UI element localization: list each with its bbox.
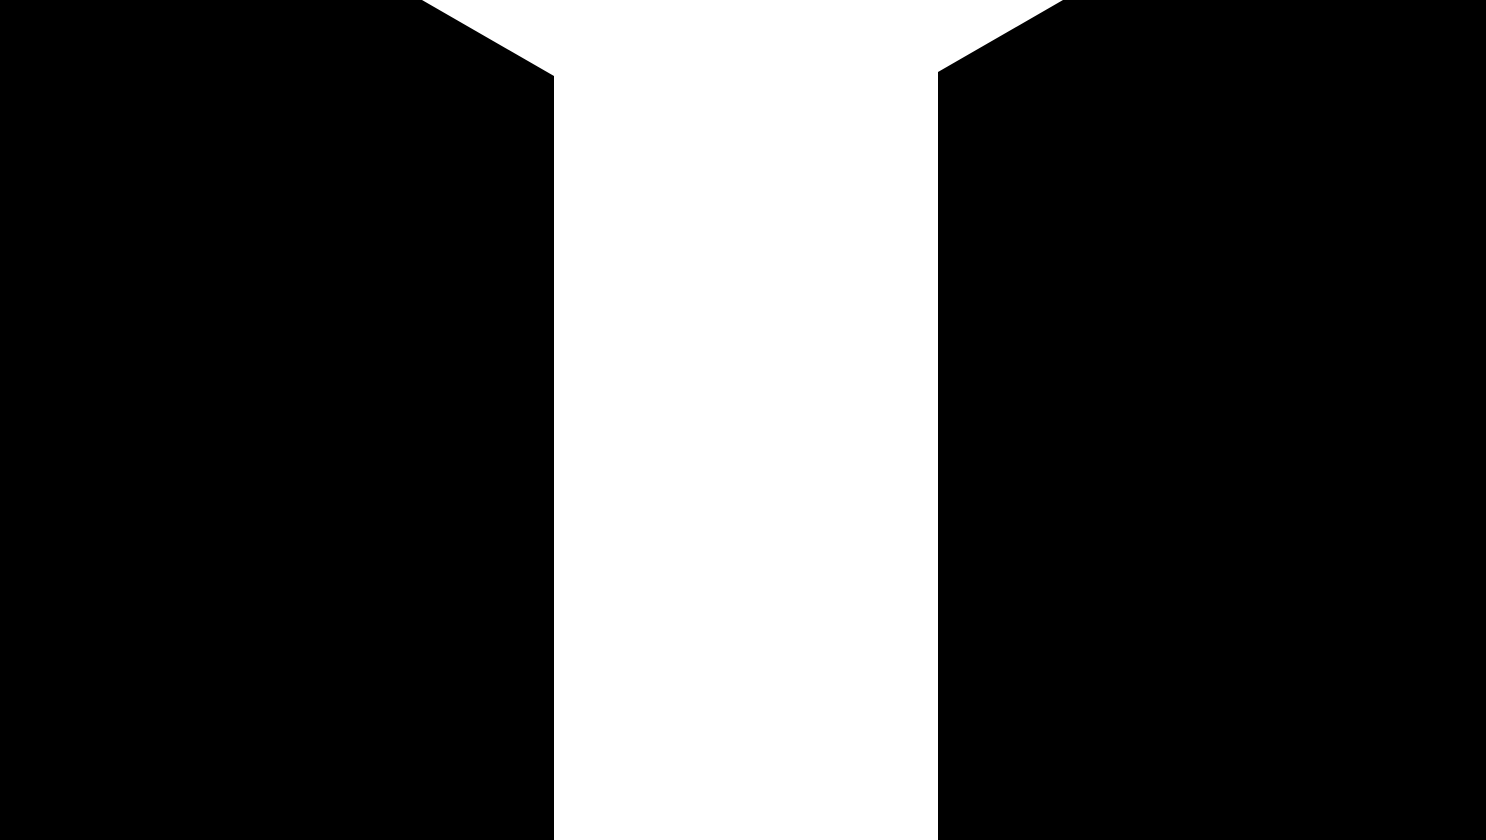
- scenario-title-line: MAAILMANJÄRJESTYKSESSÄ: [970, 144, 1265, 162]
- bullet-list: [970, 174, 1410, 378]
- list-item-text: uusiutuvan energian ratkaisut, elintarviketeollisuus, luomu, hyvinvointipalvelut ja kulttuuri.: [997, 365, 1363, 376]
- list-item: [970, 201, 1410, 225]
- bullet-icon: •: [972, 201, 976, 212]
- bullet-icon: •: [104, 691, 108, 702]
- bullet-icon: •: [104, 581, 108, 592]
- list-item: [971, 573, 1411, 597]
- list-item: [970, 327, 1410, 339]
- list-item-text: Varmistamme, että Etelä-Savolle keskeinen infrastruktuuri luetaan pääväyläksi eli ainakin: [129, 515, 496, 525]
- bullet-icon: •: [104, 256, 108, 267]
- bullet-icon: •: [972, 342, 976, 353]
- list-item-text: Venäjän välinen liikenne ja matkailu kulkeutuu mahdollisimman paljon Etelä-Savoon tai sen: [129, 554, 504, 565]
- bullet-icon: •: [972, 283, 976, 294]
- scenario-title: [970, 122, 1410, 164]
- bullet-list: [102, 174, 542, 393]
- list-item-text: roolin lisääminen: [129, 621, 199, 632]
- list-item-text: nopeasti.: [997, 311, 1035, 322]
- bullet-icon: •: [104, 369, 108, 380]
- bullet-icon: •: [104, 542, 108, 553]
- list-item: [970, 174, 1410, 198]
- list-item-text: edistäjänä.: [129, 213, 174, 224]
- bullet-icon: •: [104, 174, 108, 184]
- list-item: [102, 664, 542, 688]
- list-item-text: Luomme alueelle hyvät mahdollisuudet uudelleen kouluttautua ja työllistyä nopeasti: [129, 228, 472, 239]
- list-item-text: ratkaisuilla.: [997, 240, 1044, 251]
- list-item-text: Vaikutamme eurooppalaisiin suuriin yrityksiin, jotta ne investoisivat alueelle ja työllistäisivät: [998, 573, 1371, 584]
- bullet-icon: •: [973, 655, 977, 666]
- list-item-text: Vahvoja toimialoja: biotalous (metsäresurssien monimuotoinen hyödyntäminen),: [997, 342, 1326, 353]
- list-item: [970, 342, 1410, 378]
- list-item-text: sijoittautumisalueena: [129, 311, 216, 322]
- bullet-icon: •: [973, 600, 977, 611]
- list-item-text: Vahvoja toimialoja: metsäbiomassan monimuotoinen käyttö (fokus pois bioenergiasta),: [998, 683, 1354, 694]
- list-item: [102, 327, 542, 351]
- list-item: [102, 542, 542, 578]
- bullet-icon: •: [973, 683, 977, 694]
- scenario-label: SKENAARIO 3:: [102, 468, 239, 487]
- bullet-icon: •: [973, 573, 977, 584]
- list-item-text: Tavoittelemme digitalisaation, automatisaation ja uusien logistiikan muotojen tehokkaampaa: [129, 581, 507, 592]
- scenario-title-line: EU HIEKKALAATIKKONA: [971, 489, 1221, 507]
- bullet-icon: •: [104, 609, 108, 620]
- list-item-text: tutkimuksen ja koulutuksen tuottavuutta.: [129, 675, 295, 686]
- list-item-text: Venäjälle suuntautuvat raaka-aineiden jalostuksen ratkaisut, ympäristöteknologia,: [997, 353, 1332, 364]
- scenario-4: [102, 102, 542, 397]
- list-item-text: Panostamme kulttuuriin monipuolistamalla tarjontaa ja luomalla kulttuuriklustereita.: [997, 283, 1338, 294]
- list-item-text: Kaavoituksessa panostamme keskuksiin ja tehokkuu-teen. Kaavoitus tukee raaka-aineiden: [998, 600, 1372, 611]
- scenario-1: [970, 102, 1410, 381]
- scenario-title: [971, 488, 1411, 509]
- scenario-2: [971, 468, 1411, 722]
- list-item: [102, 354, 542, 366]
- scenario-label: SKENAARIO 1:: [970, 102, 1107, 121]
- list-item: [971, 601, 1411, 625]
- list-item-text: hyödyntämistä saavutettavuuden parantamiseksi.: [129, 593, 333, 604]
- bullet-icon: •: [972, 256, 976, 267]
- list-item-text: uusiin töihin.: [129, 240, 181, 251]
- list-item-text: ja korkea toimitusvarmuus.: [129, 268, 240, 279]
- list-item-text: kautta lisäämällä tunnettuutta Venäjällä ja avaamalla Parikkalan rajanylityspaikan.: [129, 566, 465, 577]
- list-item-text: Panostamme eurooppalaisiin ja aasialaisiin matkailijoihin. Investoimme turismi-infraan.: [998, 640, 1354, 651]
- list-item-text: Vahvistamme alueen näkyvyyttä ja lobbausta EU:ssa.: [998, 515, 1219, 525]
- list-item-text: Markkinoinnin painopisteiksi nostetaan edullisuus, turvallisuus ja aineettomat, ilmaiset: [129, 636, 482, 647]
- list-item-text: Lisäämme raaka-aineiden jalostusastetta.: [997, 213, 1169, 224]
- list-item-text: Matkailussa rakennamme suurempia kokonaisuuksia Saimaa brändin ympärille.: [998, 628, 1327, 639]
- list-item-text: Vahvoja toimialoja: metsäteollisuus, edullisten raaka-aineiden jatkojalostus,: [129, 691, 438, 702]
- list-item-text: Lisäämme ja tuemme yritysten ja asukkaiden omaa vastuunottoa: yksilöiden ja yhteisöjen: [129, 609, 497, 620]
- list-item-text: Varmistamme, että infrastruktuuri mahdollistaa luonnonresurssien hyödyntämisen.: [997, 201, 1335, 212]
- bullet-list: [102, 515, 542, 715]
- list-item: [971, 656, 1411, 680]
- bullet-icon: •: [104, 228, 108, 239]
- bullet-icon: •: [104, 299, 108, 310]
- list-item: [102, 256, 542, 280]
- bullet-icon: •: [104, 326, 108, 337]
- scenario-title-line: ALUEIDEN SUOMI UUDESSA: [970, 123, 1261, 141]
- scenario-title-line: KEKKOSLANDIA 2.0: [102, 489, 309, 507]
- list-item-text: Hyödynnämme älykästä erikoistumista ja rakennamme vahvoja verkottuneita klustereita.: [998, 542, 1362, 553]
- list-item: [971, 558, 1411, 570]
- bullet-icon: •: [104, 663, 108, 674]
- list-item: [971, 531, 1411, 555]
- list-item-text: terveys- ja hyvinvointipalvelut: [129, 703, 250, 714]
- list-item: [102, 174, 542, 198]
- list-item-text: hyödyntämistä.: [998, 612, 1061, 623]
- scenario-title-line: DIGIHEIMOJEN: [102, 123, 256, 141]
- list-item-text: Rakennamme ja otamme käyttöön uusia toimintamalleja (Quick start -kokeilukulttuurimalli),: [129, 174, 503, 184]
- list-item-text: Koulutuksessa panostamme valittuihin erikoistumis-aloihin ja kansainvälistymiseen.: [998, 655, 1341, 666]
- list-item: [102, 637, 542, 661]
- bullet-icon: •: [972, 326, 976, 337]
- bullet-icon: •: [973, 557, 977, 568]
- list-item: [970, 256, 1410, 280]
- bullet-icon: •: [104, 515, 108, 525]
- list-item-text: Profiloidumme kestävän kehityksen alueeksi: mm. vetyauton tankkauspisteet.: [997, 326, 1316, 337]
- list-item: [970, 284, 1410, 296]
- list-item-text: Vahvoja toimialoja: sähköiset palvelut, edistyksellinen analytiikka ja IoT, 3D-tulostus,: [129, 369, 475, 380]
- list-item: [102, 691, 542, 715]
- bullet-icon: •: [973, 530, 977, 541]
- list-item-text: Panostamme biotalouden vientialoihin ja vientiosaami-seen. Verkostoidumme erityisesti: [997, 174, 1357, 184]
- bullet-icon: •: [104, 283, 108, 294]
- list-item: [102, 369, 542, 393]
- list-item-text: Varmistamme, että saamme suuren määrän maahan-muuttajia kotoutettua ja työelämään: [997, 299, 1364, 310]
- bullet-icon: •: [972, 299, 976, 310]
- list-item-text: Vahvistamme brändiä puhtaana, luonnonympäristöltä rikkaana ja turvallisena: [997, 256, 1314, 267]
- list-item-text: Houkuttelemme eurooppalaisia opiskelijoita ja osaajia alueelle.: [998, 667, 1256, 678]
- list-item: [971, 683, 1411, 719]
- list-item-text: matkailu- ja asumiskohteena. Keskitymme markkinoinnissa Venäjään ja kotimaahan.: [997, 268, 1345, 279]
- list-item: [102, 229, 542, 253]
- list-item-text: Lisäämme verkostoitumista ja otamme aktiivisen roolin valittujen verkostojen vetäjänä tai: [129, 201, 494, 212]
- list-item: [102, 609, 542, 633]
- list-item-text: Lobbaamme, jotta automaation vuoksi halpamaista Suomeen palautuva tuotanto: [129, 326, 461, 337]
- list-item: [102, 299, 542, 323]
- bullet-icon: •: [104, 636, 108, 647]
- list-item-text: eteläsavolaisia.: [998, 585, 1062, 596]
- bullet-icon: •: [104, 353, 108, 364]
- list-item-text: sijoittuu Etelä-Savoon.: [129, 338, 222, 349]
- scenario-3: [102, 468, 542, 719]
- list-item-text: Kehitämme ja rajaamme alueen korkeakoulutusta muista erottuvaksi. Korostamme: [129, 663, 469, 674]
- list-item-text: Varmistamme että Etelä-Savossa on kilpailukykyiset ja erittäin nopeat tietoliikenneyhteydet: [129, 256, 502, 267]
- list-item: [102, 515, 542, 539]
- list-item-text: datan varastointi, ympäristöteknologia, kiertotalouden ratkaisut jne.: [129, 381, 404, 392]
- list-item: [970, 299, 1410, 323]
- list-item-text: Savon rata ja/tai 5-tie pysyvät kunnossa: [129, 526, 294, 537]
- scenario-title: [102, 488, 542, 509]
- list-item-text: joilla voidaan nopeasti tuottaa uusia tuotteita tai palveluja.: [129, 185, 367, 196]
- bullet-icon: •: [104, 201, 108, 212]
- list-item-text: keskitymme vain vahvuuksiin.: [998, 706, 1121, 717]
- list-item-text: Osaamme hyödyntää ihmis-, tavara-, tieto- ja palveluvirtoja kokonaisvaltaisesti.: [129, 283, 455, 294]
- list-item: [102, 284, 542, 296]
- list-item-text: vetovoimatekijät. Mahdollistamme edullisen asumisen myös jatkossa.: [129, 648, 415, 659]
- list-item-text: Venäjän suuntaan.: [997, 185, 1075, 196]
- scenario-title-line: MAAILMA: [102, 144, 202, 162]
- bullet-icon: •: [972, 174, 976, 184]
- list-item-text: Markkinoimme Etelä-Savoa turvallisena ja edullisena digiyritysten ja datakeskusten: [129, 299, 471, 310]
- list-item-text: Teemme selkeät valinnat ja panostamme EU:n näkökulmasta houkuttelevin toimialoihin.: [998, 530, 1359, 541]
- scenario-title: [102, 122, 542, 164]
- list-item: [971, 515, 1411, 527]
- list-item-text: Kehitämme elinkeinoelämän kilpailukykyä kiristyvässä kansainvälistyvässä kilpailutilanteessa.: [998, 557, 1383, 568]
- list-item-text: Lisäämme tehokkuutta ja kilpailukykyä digitalisaation, automatisaation ja logistiikan: [997, 228, 1339, 239]
- bullet-icon: •: [973, 515, 977, 525]
- bullet-icon: •: [972, 228, 976, 239]
- scenario-label: SKENAARIO 4:: [102, 102, 239, 121]
- list-item: [970, 229, 1410, 253]
- bullet-icon: •: [973, 628, 977, 639]
- list-item: [102, 201, 542, 225]
- scenario-label: SKENAARIO 2:: [971, 468, 1108, 487]
- list-item-text: Kehitämme koulutusta tutkintoperusteisuudesta osaamisperusteisuuteen.: [129, 353, 431, 364]
- list-item: [102, 582, 542, 606]
- list-item-text: Vahvistamme edellytyksiä ja verkostoja toimia Venäjällä. Varmistamme, että Suomen ja: [129, 542, 488, 553]
- list-item: [971, 628, 1411, 652]
- list-item-text: turvallisuusteknologia, terveysteknologia, ympäristöteknologia. Alkutuotannossa: [998, 694, 1326, 705]
- bullet-list: [971, 515, 1411, 719]
